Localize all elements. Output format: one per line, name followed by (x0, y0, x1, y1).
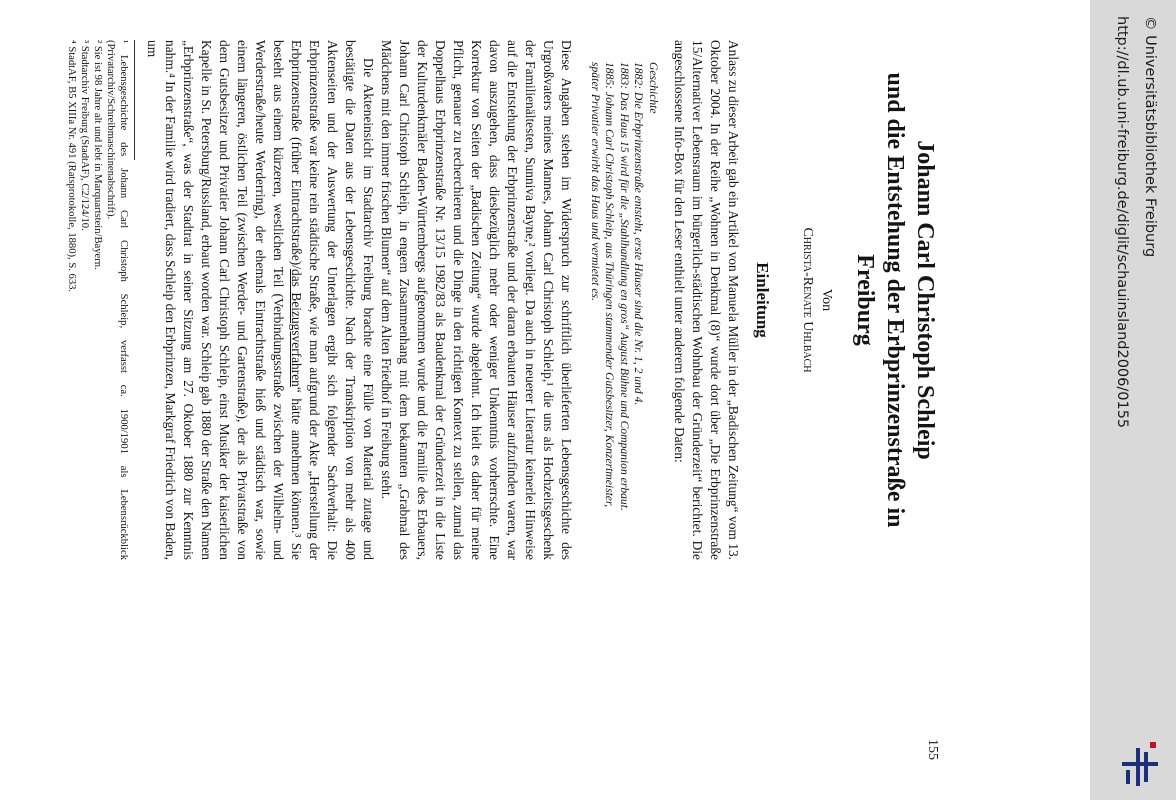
footnote: ² Sie ist 98 Jahre alt und lebt in Marquartstein/Bayern. (92, 40, 104, 270)
info-line: Geschichte (647, 62, 660, 114)
footnote: ⁴ StadtAF, B5 XIIIa Nr. 491 (Ratsprotokolle, 1880), S. 633. (66, 40, 78, 293)
info-line: später Privatier erwirbt das Haus und vermietet es. (589, 62, 602, 301)
underlined-text: das Beizugsverfahren (289, 269, 305, 387)
page-body (10, 40, 940, 560)
article-title (850, 40, 940, 560)
byline: Von (819, 288, 834, 312)
library-logo-icon (1120, 740, 1160, 790)
rights-strip (1090, 0, 1176, 800)
strip-text (1090, 0, 1176, 800)
page-number: 155 (925, 739, 940, 760)
footnote-rule (135, 40, 136, 160)
title-line-1: Johann Carl Christoph Schleip (912, 140, 938, 460)
title-line-2: und die Entstehung der Erbprinzenstraße in Freiburg (852, 72, 908, 528)
paragraph-3 (144, 40, 378, 560)
footnote: ³ Stadtarchiv Freiburg (StadtAF), C2/124/10. (79, 40, 91, 231)
source-url[interactable]: http://dl.ub.uni-freiburg.de/diglit/schauinsland2006/0155 (1114, 16, 1130, 429)
info-line: 1885: Johann Carl Christoph Schleip, aus Thüringen stammender Gutsbesitzer, Konzertmeister, (603, 62, 617, 508)
paragraph-1: Anlass zu dieser Arbeit gab ein Artikel von Manuela Müller in der „Badischen Zeitung“ vom 13. Oktober 2004. In der Reihe „Wohnen in Denkmal (8)“ wurde dort über „Die Erbprinzenstraße 15/Alternativer Lebensraum im bürgerlich-städtischen Wohnbau der Gründerzeit“ berichtet. Die angeschlossene Info-Box für den Leser enthielt unter anderem folgende Daten: (672, 40, 741, 560)
footnote: ¹ Lebensgeschichte des Johann Carl Christoph Schleip, verfasst ca. 1900/1901 als Lebensrückblick (Privatarchiv/Schreibmaschinenabschrift). (105, 40, 130, 560)
paragraph-3-start: Die Akteneinsicht im Stadtarchiv Freiburg brachte eine Fülle von Material zutage und bestätigte die Daten aus der Lebensgeschichte. Nach der Transkription von mehr als 400 Aktenseiten und der Auswertung der Unterlagen ergibt sich folgender Sachverhalt: Die Erbprinzenstraße war keine rein städtische Straße, wie man aufgrund der Akte „Herstellung der Erbprinzenstraße (früher Eintrachtstraße)/ (289, 40, 377, 560)
paragraph-2: Diese Angaben stehen im Widerspruch zur schriftlich überlieferten Lebensgeschichte des Urgroßvaters meines Mannes, Johann Carl Christoph Schleip,¹ die uns als Hochzeitsgeschenk der Familienältesten, Sunniva Bayne,² vorliegt. Da auch in neuerer Literatur keinerlei Hinweise auf die Entstehung der Erbprinzenstraße und der daran erbauten Häuser aufzufinden waren, war davon auszugehen, dass diesbezüglich mehr oder weniger Unkenntnis vorherrschte. Eine Korrektur von Seiten der „Badischen Zeitung“ wurde abgelehnt. Ich hielt es daher für meine Pflicht, genauer zu recherchieren und die Dinge in den richtigen Kontext zu stellen, zumal das Doppelhaus Erbprinzenstraße Nr. 13/15 1982/83 als Baudenkmal der Gründerzeit in die Liste der Kulturdenkmäler Baden-Württembergs aufgenommen wurde und die Familie des Erbauers, Johann Carl Christoph Schleip, in engem Zusammenhang mit dem bekannten „Grabmal des Mädchens mit den immer frischen Blumen“ auf dem Alten Friedhof in Freiburg steht. (379, 40, 575, 560)
copyright-notice: © Universitätsbibliothek Freiburg (1142, 16, 1158, 258)
info-box (588, 62, 661, 560)
info-line: 1882: Die Erbprinzenstraße entsteht, erste Häuser sind die Nr. 1, 2 und 4. (632, 62, 646, 406)
paragraph-3-end: “ hätte annehmen können.³ Sie besteht aus einem kürzeren, westlichen Teil (Verbindungsstraße zwischen der Wilhelm- und Werderstraße/heute Werderring), der ehemals Eintrachtstraße hieß und städtisch war, sowie einem längeren, östlichen Teil (zwischen Werder- und Gartenstraße), der als Privatstraße von dem Gutsbesitzer und Privatier Johann Carl Christoph Schleip, einst Musiker der kaiserlichen Kapelle in St. Petersburg/Russland, erbaut worden war. Schleip gab 1880 der Straße den Namen „Erbprinzenstraße“, was der Stadtrat in seiner Sitzung am 27. Oktober 1880 zur Kenntnis nahm.⁴ In der Familie wird tradiert, dass Schleip den Erbprinzen, Markgraf Friedrich von Baden, um (145, 40, 305, 561)
author-name: Christa-Renate Uhlbach (800, 227, 815, 373)
section-heading: Einleitung (753, 262, 772, 338)
info-line: 1883: Das Haus 15 wird für die „Stahlhandlung en gros“ August Bühne und Companion erbaut. (618, 62, 631, 511)
